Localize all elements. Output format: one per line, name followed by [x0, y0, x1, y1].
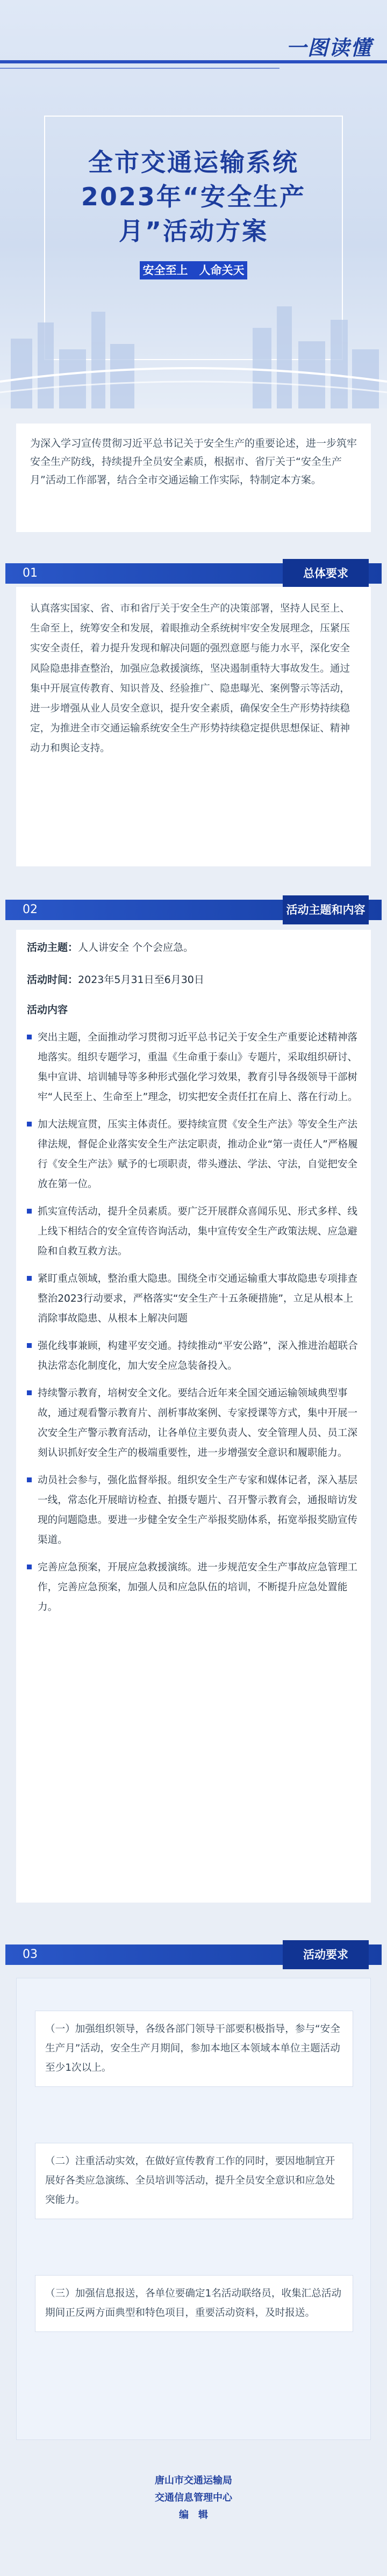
section-number: 01 — [23, 566, 38, 580]
divider — [0, 60, 387, 63]
content-title: 活动内容 — [27, 1004, 68, 1016]
city-skyline-illustration — [0, 290, 387, 408]
list-item: 抓实宣传活动，提升全员素质。要广泛开展群众喜闻乐见、形式多样、线上线下相结合的安全宣传咨询活动，集中宣传安全生产政策法规、应急避险和自救互救方法。 — [27, 1202, 360, 1261]
header-banner — [0, 0, 387, 408]
title-line-1: 全市交通运输系统 — [88, 148, 299, 177]
time-value: 2023年5月31日至6月30日 — [78, 974, 204, 986]
tag-label: 一图读懂 — [285, 36, 372, 60]
title-line-3: 月”活动方案 — [118, 217, 269, 246]
section-label: 活动主题和内容 — [283, 895, 369, 924]
theme-value: 人人讲安全 个个会应急。 — [78, 942, 194, 953]
time-row — [27, 970, 360, 990]
section-label: 活动要求 — [283, 1940, 369, 1969]
section-label: 总体要求 — [283, 559, 369, 588]
theme-label: 活动主题： — [27, 942, 78, 953]
time-label: 活动时间： — [27, 974, 78, 986]
section-header-2 — [0, 895, 387, 924]
section-2-card — [16, 930, 371, 1903]
divider — [0, 68, 280, 69]
section-1-text: 认真落实国家、省、市和省厅关于安全生产的决策部署，坚持人民至上、生命至上，统筹安全和发展，着眼推动全系统树牢安全发展理念，压紧压实安全责任，着力提升发现和解决问题的强烈意愿与能力水平，深化安全风险隐患排查整治，加强应急救援演练，坚决遏制重特大事故发生。通过集中开展宣传教育、知识普及、经验推广、隐患曝光、案例警示等活动，进一步增强从业人员安全意识，提升安全素质，确保安全生产形势持续稳定，为推进全市交通运输系统安全生产形势持续稳定提供思想保证、精神动力和舆论支持。 — [16, 587, 371, 866]
footer — [0, 2472, 387, 2524]
list-item: 紧盯重点领域，整治重大隐患。围绕全市交通运输重大事故隐患专项排查整治2023行动要求，严格落实“安全生产十五条硬措施”，立足从根本上消除事故隐患、从根本上解决问题 — [27, 1269, 360, 1329]
list-item: 突出主题，全面推动学习贯彻习近平总书记关于安全生产重要论述精神落地落实。组织专题学习，重温《生命重于泰山》专题片，采取组织研讨、集中宣讲、培训辅导等多种形式强化学习效果，教育引导各级领导干部树牢“人民至上、生命至上”理念，切实把安全责任扛在肩上、落在行动上。 — [27, 1028, 360, 1107]
section-number: 03 — [23, 1948, 38, 1961]
requirement-item: （一）加强组织领导，各级各部门领导干部要积极指导，参与“安全生产月”活动，安全生产月期间，参加本地区本领域本单位主题活动至少1次以上。 — [35, 2011, 353, 2087]
list-item: 强化线事兼顾，构建平安交通。持续推动“平安公路”，深入推进治超联合执法常态化制度化，加大安全应急装备投入。 — [27, 1336, 360, 1376]
intro-paragraph: 为深入学习宣传贯彻习近平总书记关于安全生产的重要论述，进一步筑牢安全生产防线，持续提升全员安全素质，根据市、省厅关于“安全生产月”活动工作部署，结合全市交通运输工作实际，特制定本方案。 — [16, 424, 371, 532]
motto-badge: 安全至上 人命关天 — [140, 261, 247, 279]
section-header-3 — [0, 1940, 387, 1969]
title-line-2: 2023年“安全生产 — [81, 182, 306, 211]
footer-org: 唐山市交通运输局 — [155, 2475, 232, 2486]
requirement-item: （二）注重活动实效，在做好宣传教育工作的同时，要因地制宜开展好各类应急演练、全员培训等活动，提升全员安全意识和应急处突能力。 — [35, 2143, 353, 2219]
footer-role: 编 辑 — [179, 2509, 208, 2521]
section-number: 02 — [23, 903, 38, 916]
list-item: 动员社会参与，强化监督举报。组织安全生产专家和媒体记者，深入基层一线，常态化开展暗访检查、拍摄专题片、召开警示教育会，通报暗访发现的问题隐患。要进一步健全安全生产举报奖励体系，拓宽举报奖励宣传渠道。 — [27, 1470, 360, 1550]
section-header-1 — [0, 559, 387, 588]
section-3-card — [16, 1978, 371, 2440]
requirement-item: （三）加强信息报送，各单位要确定1名活动联络员，收集汇总活动期间正反两方面典型和特色项目，重要活动资料，及时报送。 — [35, 2275, 353, 2332]
theme-row — [27, 937, 360, 958]
list-item: 加大法规宣贯，压实主体责任。要持续宣贯《安全生产法》等安全生产法律法规，督促企业落实安全生产法定职责，推动企业“第一责任人”严格履行《安全生产法》赋予的七项职责，带头遵法、学法、守法，自觉把安全放在第一位。 — [27, 1115, 360, 1194]
page-title — [54, 145, 333, 248]
list-item: 持续警示教育，培树安全文化。要结合近年来全国交通运输领域典型事故，通过观看警示教育片、剖析事故案例、专家授课等方式，集中开展一次安全生产警示教育活动，让各单位主要负责人、安全管理人员、员工深刻认识抓好安全生产的极端重要性，进一步增强安全意识和履职能力。 — [27, 1383, 360, 1463]
list-item: 完善应急预案，开展应急救援演练。进一步规范安全生产事故应急管理工作，完善应急预案，加强人员和应急队伍的培训，不断提升应急处置能力。 — [27, 1558, 360, 1617]
footer-center: 交通信息管理中心 — [155, 2492, 232, 2503]
